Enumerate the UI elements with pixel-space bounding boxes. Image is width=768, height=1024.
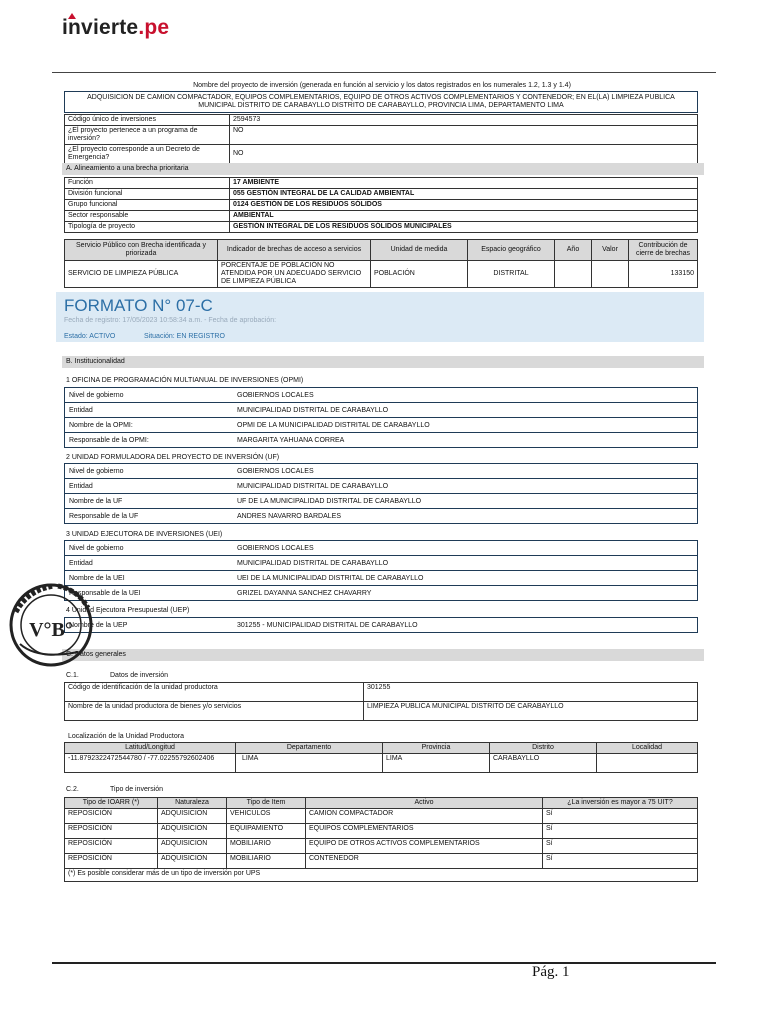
row-key: Nivel de gobierno — [65, 464, 234, 479]
row-value: OPMI DE LA MUNICIPALIDAD DISTRITAL DE CARABAYLLO — [233, 418, 698, 433]
uf-title: 2 UNIDAD FORMULADORA DEL PROYECTO DE INVERSIÓN (UF) — [66, 454, 280, 461]
table-row — [65, 200, 698, 211]
table-row — [65, 222, 698, 233]
row-value: UEI DE LA MUNICIPALIDAD DISTRITAL DE CARABAYLLO — [233, 571, 698, 586]
page-number: Pág. 1 — [532, 964, 570, 980]
table-row — [65, 464, 698, 479]
row-key: Nombre de la UF — [65, 494, 234, 509]
row-key: Entidad — [65, 479, 234, 494]
fecha-registro: Fecha de registro: 17/05/2023 10:58:34 a.m. - Fecha de aprobación: — [64, 317, 277, 324]
cell: Sí — [543, 824, 698, 839]
row-value: AMBIENTAL — [230, 211, 698, 222]
row-key: Código único de inversiones — [65, 115, 230, 126]
column-header: Provincia — [383, 743, 490, 754]
table-row — [65, 403, 698, 418]
uf-table — [64, 463, 698, 524]
cell: Sí — [543, 854, 698, 869]
column-header: Distrito — [490, 743, 597, 754]
project-info-table — [64, 114, 698, 164]
row-key: Código de identificación de la unidad productora — [65, 683, 364, 702]
c1-number: C.1. — [66, 672, 79, 679]
row-key: Entidad — [65, 556, 234, 571]
table-row — [65, 839, 698, 854]
cell: VEHICULOS — [227, 809, 306, 824]
row-key: Grupo funcional — [65, 200, 230, 211]
table-row — [65, 115, 698, 126]
column-header: Localidad — [597, 743, 698, 754]
cell: REPOSICIÓN — [65, 854, 158, 869]
cell: MOBILIARIO — [227, 839, 306, 854]
row-value: 2594573 — [230, 115, 698, 126]
section-c-band: C. Datos generales — [62, 649, 704, 661]
uei-table — [64, 540, 698, 601]
column-header: ¿La inversión es mayor a 75 UIT? — [543, 798, 698, 809]
row-value: 301255 — [364, 683, 698, 702]
row-key: Entidad — [65, 403, 234, 418]
row-value: 0124 GESTIÓN DE LOS RESIDUOS SÓLIDOS — [230, 200, 698, 211]
tipo-inversion-table — [64, 797, 698, 882]
row-key: Responsable de la OPMI: — [69, 436, 149, 444]
column-header: Año — [555, 240, 592, 261]
c1-table — [64, 682, 698, 721]
situacion: Situación: EN REGISTRO — [144, 333, 225, 340]
table-row — [65, 261, 698, 288]
cell: 133150 — [629, 261, 698, 288]
row-key: Tipología de proyecto — [65, 222, 230, 233]
row-key: Nombre de la OPMI: — [65, 418, 234, 433]
table-row — [65, 494, 698, 509]
localizacion-table — [64, 742, 698, 773]
c2-number: C.2. — [66, 786, 79, 793]
table-row — [65, 211, 698, 222]
brecha-table — [64, 239, 698, 288]
cell — [555, 261, 592, 288]
row-value: NO — [230, 145, 698, 164]
logo-dot: .pe — [138, 16, 170, 39]
row-value: MUNICIPALIDAD DISTRITAL DE CARABAYLLO — [233, 403, 698, 418]
stamp-text: V°B° — [29, 619, 73, 641]
row-key: Nombre de la unidad productora de bienes y/o servicios — [65, 702, 364, 721]
table-row — [65, 586, 698, 601]
cell: REPOSICIÓN — [65, 809, 158, 824]
table-row — [65, 824, 698, 839]
formato-panel — [56, 292, 704, 342]
c1-title: Datos de inversión — [110, 672, 168, 679]
cell: POBLACIÓN — [371, 261, 468, 288]
section-b-band: B. Institucionalidad — [62, 356, 704, 368]
row-value: MARGARITA YAHUANA CORREA — [237, 436, 345, 444]
cell: ADQUISICION — [158, 839, 227, 854]
cell: PORCENTAJE DE POBLACIÓN NO ATENDIDA POR UN ADECUADO SERVICIO DE LIMPIEZA PÚBLICA — [218, 261, 371, 288]
project-name-title: Nombre del proyecto de inversión (generada en función al servicio y los datos registrados en los numerales 1.2, 1.3 y 1.4) — [193, 82, 571, 89]
row-key: Nivel de gobierno — [65, 388, 234, 403]
cell: ADQUISICION — [158, 809, 227, 824]
table-note: (*) Es posible considerar más de un tipo de inversión por UPS — [65, 869, 698, 882]
cell: SERVICIO DE LIMPIEZA PÚBLICA — [65, 261, 218, 288]
cell: REPOSICIÓN — [65, 839, 158, 854]
row-value: 055 GESTIÓN INTEGRAL DE LA CALIDAD AMBIENTAL — [230, 189, 698, 200]
table-row — [65, 809, 698, 824]
table-row — [65, 479, 698, 494]
cell: LIMA — [383, 754, 490, 773]
row-key: Función — [65, 178, 230, 189]
column-header: Tipo de Item — [227, 798, 306, 809]
cell: ADQUISICION — [158, 854, 227, 869]
cell: EQUIPAMIENTO — [227, 824, 306, 839]
column-header: Unidad de medida — [371, 240, 468, 261]
row-key: ¿El proyecto corresponde a un Decreto de Emergencia? — [65, 145, 230, 164]
table-row — [65, 556, 698, 571]
column-header: Departamento — [236, 743, 383, 754]
table-row — [65, 126, 698, 145]
row-value: MUNICIPALIDAD DISTRITAL DE CARABAYLLO — [233, 479, 698, 494]
cell: LIMA — [236, 754, 383, 773]
row-value: ANDRES NAVARRO BARDALES — [237, 512, 341, 520]
logo-text: invierte — [62, 16, 139, 39]
table-row — [65, 189, 698, 200]
column-header: Tipo de IOARR (*) — [65, 798, 158, 809]
cell: CAMION COMPACTADOR — [306, 809, 543, 824]
table-header-row — [65, 240, 698, 261]
row-key: Nivel de gobierno — [65, 541, 234, 556]
localizacion-title: Localización de la Unidad Productora — [68, 733, 184, 740]
cell: MOBILIARIO — [227, 854, 306, 869]
table-row — [65, 869, 698, 882]
row-value: MUNICIPALIDAD DISTRITAL DE CARABAYLLO — [233, 556, 698, 571]
row-value: GRIZEL DAYANNA SANCHEZ CHAVARRY — [237, 589, 372, 597]
row-key: Sector responsable — [65, 211, 230, 222]
uei-title: 3 UNIDAD EJECUTORA DE INVERSIONES (UEI) — [66, 531, 223, 538]
table-row — [65, 683, 698, 702]
column-header: Contribución de cierre de brechas — [629, 240, 698, 261]
row-value: GESTIÓN INTEGRAL DE LOS RESIDUOS SÓLIDOS MUNICIPALES — [230, 222, 698, 233]
row-value: NO — [230, 126, 698, 145]
column-header: Valor — [592, 240, 629, 261]
cell — [592, 261, 629, 288]
approval-stamp-icon — [8, 582, 94, 668]
row-value: UF DE LA MUNICIPALIDAD DISTRITAL DE CARABAYLLO — [233, 494, 698, 509]
column-header: Espacio geográfico — [468, 240, 555, 261]
row-key: Responsable de la UF — [69, 512, 139, 520]
column-header: Naturaleza — [158, 798, 227, 809]
cell: Sí — [543, 809, 698, 824]
invierte-logo — [62, 16, 169, 40]
cell: -11.8792322472544780 / -77.02255792602406 — [65, 754, 236, 773]
row-key: Responsable de la UEI — [69, 589, 141, 597]
cell: EQUIPO DE OTROS ACTIVOS COMPLEMENTARIOS — [306, 839, 543, 854]
column-header: Servicio Público con Brecha identificada y priorizada — [65, 240, 218, 261]
table-row — [65, 754, 698, 773]
bottom-divider — [52, 962, 716, 964]
table-row — [65, 145, 698, 164]
table-row — [65, 854, 698, 869]
opmi-table — [64, 387, 698, 448]
table-header-row — [65, 798, 698, 809]
table-row — [65, 388, 698, 403]
row-key: División funcional — [65, 189, 230, 200]
alineamiento-table — [64, 177, 698, 233]
uep-table — [64, 617, 698, 633]
project-name-box — [64, 91, 698, 113]
table-row — [65, 509, 698, 524]
logo-mark-icon — [68, 13, 76, 19]
table-header-row — [65, 743, 698, 754]
uep-title: 4 Unidad Ejecutora Presupuestal (UEP) — [66, 607, 190, 614]
row-key: Nombre de la UEP — [69, 621, 128, 629]
estado: Estado: ACTIVO — [64, 333, 116, 340]
column-header: Latitud/Longitud — [65, 743, 236, 754]
c2-title: Tipo de inversión — [110, 786, 164, 793]
row-value: 301255 - MUNICIPALIDAD DISTRITAL DE CARABAYLLO — [237, 621, 418, 629]
opmi-title: 1 OFICINA DE PROGRAMACIÓN MULTIANUAL DE INVERSIONES (OPMI) — [66, 377, 304, 384]
section-a-band: A. Alineamiento a una brecha prioritaria — [62, 163, 704, 175]
row-key: Nombre de la UEI — [65, 571, 234, 586]
cell — [597, 754, 698, 773]
row-value: GOBIERNOS LOCALES — [233, 541, 698, 556]
cell: CARABAYLLO — [490, 754, 597, 773]
table-row — [65, 702, 698, 721]
table-row — [65, 433, 698, 448]
top-divider — [52, 72, 716, 73]
table-row — [65, 541, 698, 556]
cell: CONTENEDOR — [306, 854, 543, 869]
table-row — [65, 571, 698, 586]
table-row — [65, 418, 698, 433]
row-value: LIMPIEZA PUBLICA MUNICIPAL DISTRITO DE CARABAYLLO — [364, 702, 698, 721]
table-row — [65, 618, 698, 633]
column-header: Activo — [306, 798, 543, 809]
row-value: 17 AMBIENTE — [230, 178, 698, 189]
cell: Sí — [543, 839, 698, 854]
project-name: ADQUISICION DE CAMION COMPACTADOR, EQUIPOS COMPLEMENTARIOS, EQUIPO DE OTROS ACTIVOS COMPLEMENTARIOS Y CONTENEDOR; EN EL(LA) LIMPIEZA PUBLICA MUNICIPAL DISTRITO DE CARABAYLLO DISTRITO DE CARABAYLLO, PROVINCIA LIMA, DEPARTAMENTO LIMA — [87, 94, 675, 109]
row-value: GOBIERNOS LOCALES — [233, 388, 698, 403]
column-header: Indicador de brechas de acceso a servicios — [218, 240, 371, 261]
row-value: GOBIERNOS LOCALES — [233, 464, 698, 479]
cell: ADQUISICION — [158, 824, 227, 839]
cell: DISTRITAL — [468, 261, 555, 288]
row-key: ¿El proyecto pertenece a un programa de inversión? — [65, 126, 230, 145]
cell: EQUIPOS COMPLEMENTARIOS — [306, 824, 543, 839]
table-row — [65, 178, 698, 189]
formato-title: FORMATO N° 07-C — [64, 296, 213, 315]
cell: REPOSICIÓN — [65, 824, 158, 839]
